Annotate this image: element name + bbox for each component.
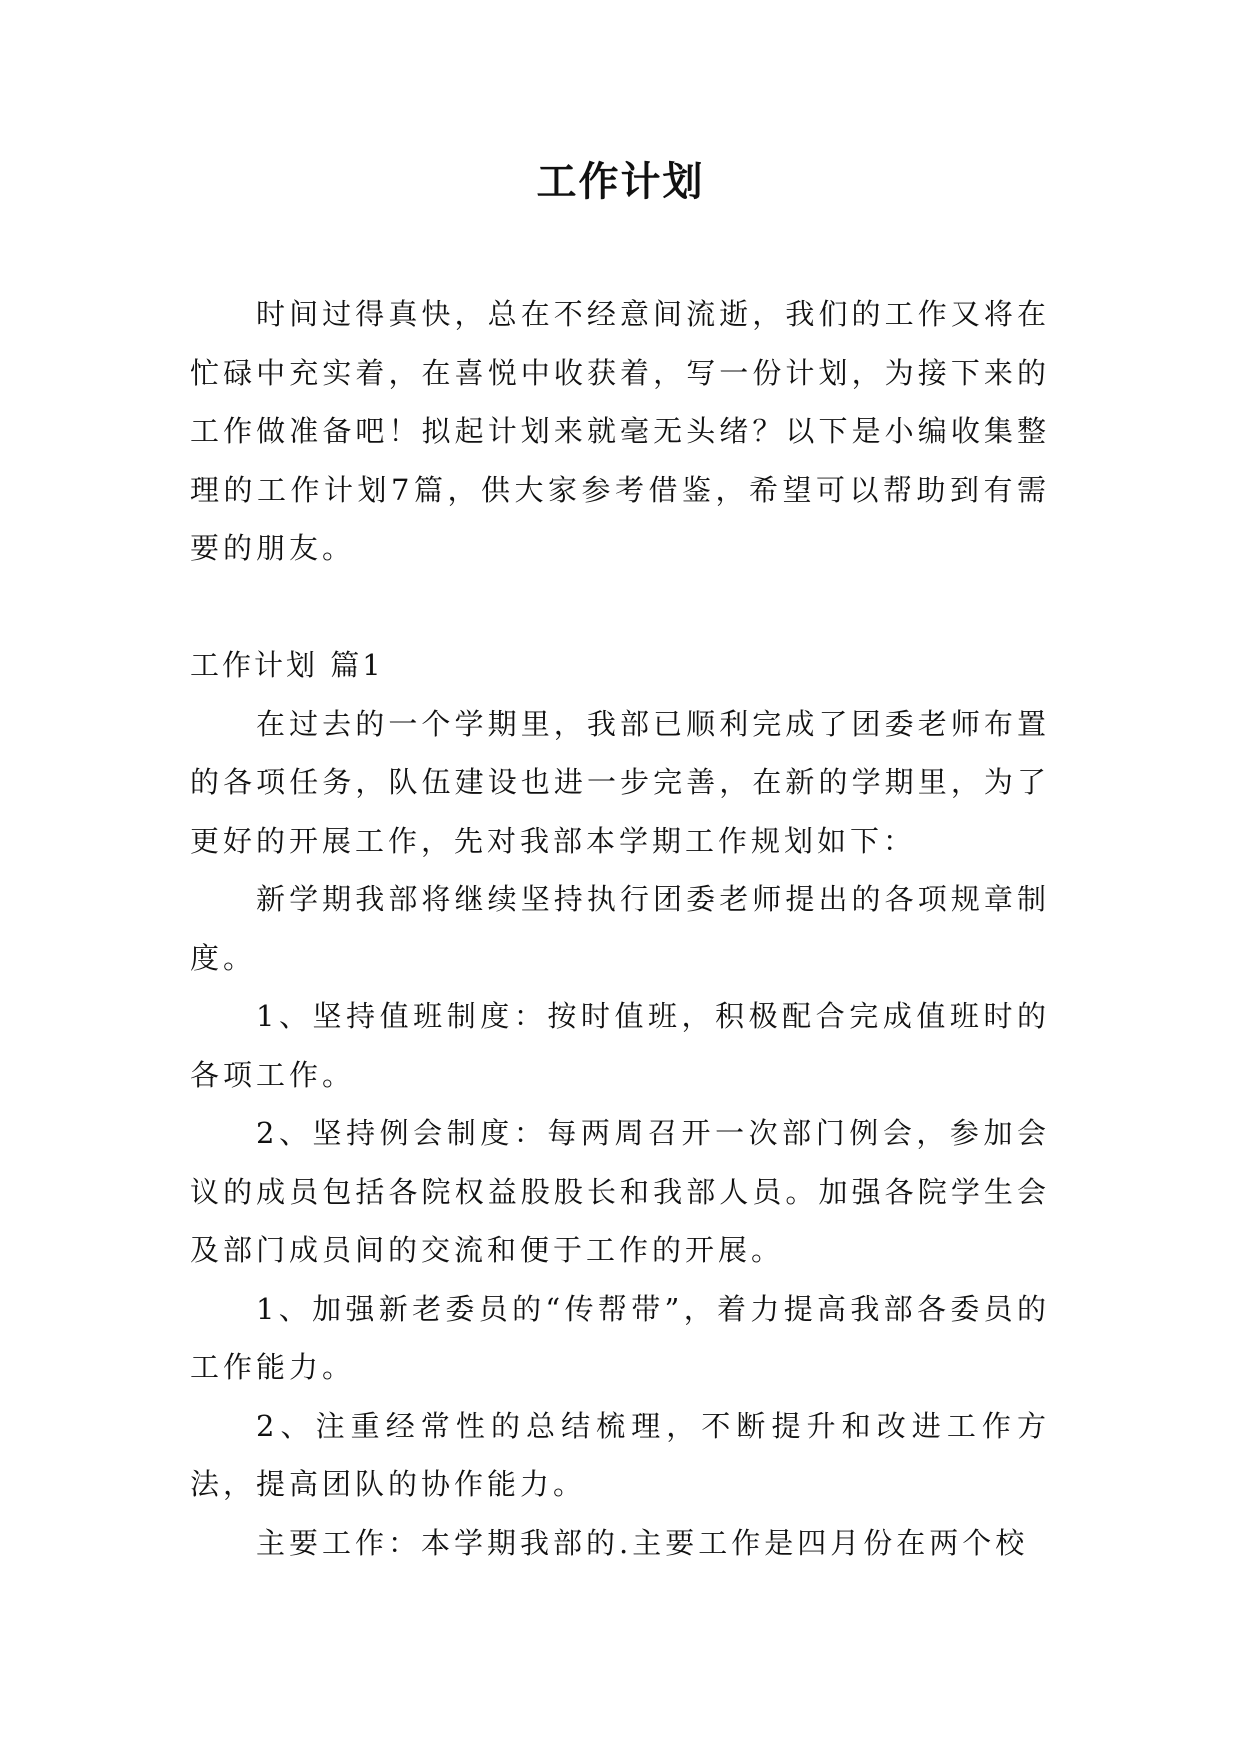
document-title: 工作计划 <box>536 159 705 205</box>
section-heading: 工作计划 篇1 <box>190 648 384 682</box>
intro-paragraph: 时间过得真快，总在不经意间流逝，我们的工作又将在忙碌中充实着，在喜悦中收获着，写一份计划，为接下来的工作做准备吧！拟起计划来就毫无头绪？以下是小编收集整理的工作计划7篇，供大家参考借鉴，希望可以帮助到有需要的朋友。 <box>190 297 1050 565</box>
body-paragraph: 1、加强新老委员的“传帮带”，着力提高我部各委员的工作能力。 <box>190 1291 1050 1384</box>
body-paragraph: 新学期我部将继续坚持执行团委老师提出的各项规章制度。 <box>190 882 1050 975</box>
body-paragraph: 在过去的一个学期里，我部已顺利完成了团委老师布置的各项任务，队伍建设也进一步完善，在新的学期里，为了更好的开展工作，先对我部本学期工作规划如下： <box>190 706 1050 858</box>
document-body <box>190 285 1050 1572</box>
body-paragraph: 主要工作：本学期我部的.主要工作是四月份在两个校 <box>256 1525 1029 1560</box>
body-paragraph: 1、坚持值班制度：按时值班，积极配合完成值班时的各项工作。 <box>190 999 1050 1092</box>
body-paragraph: 2、坚持例会制度：每两周召开一次部门例会，参加会议的成员包括各院权益股股长和我部人员。加强各院学生会及部门成员间的交流和便于工作的开展。 <box>190 1116 1050 1267</box>
body-paragraph: 2、注重经常性的总结梳理，不断提升和改进工作方法，提高团队的协作能力。 <box>190 1408 1050 1501</box>
